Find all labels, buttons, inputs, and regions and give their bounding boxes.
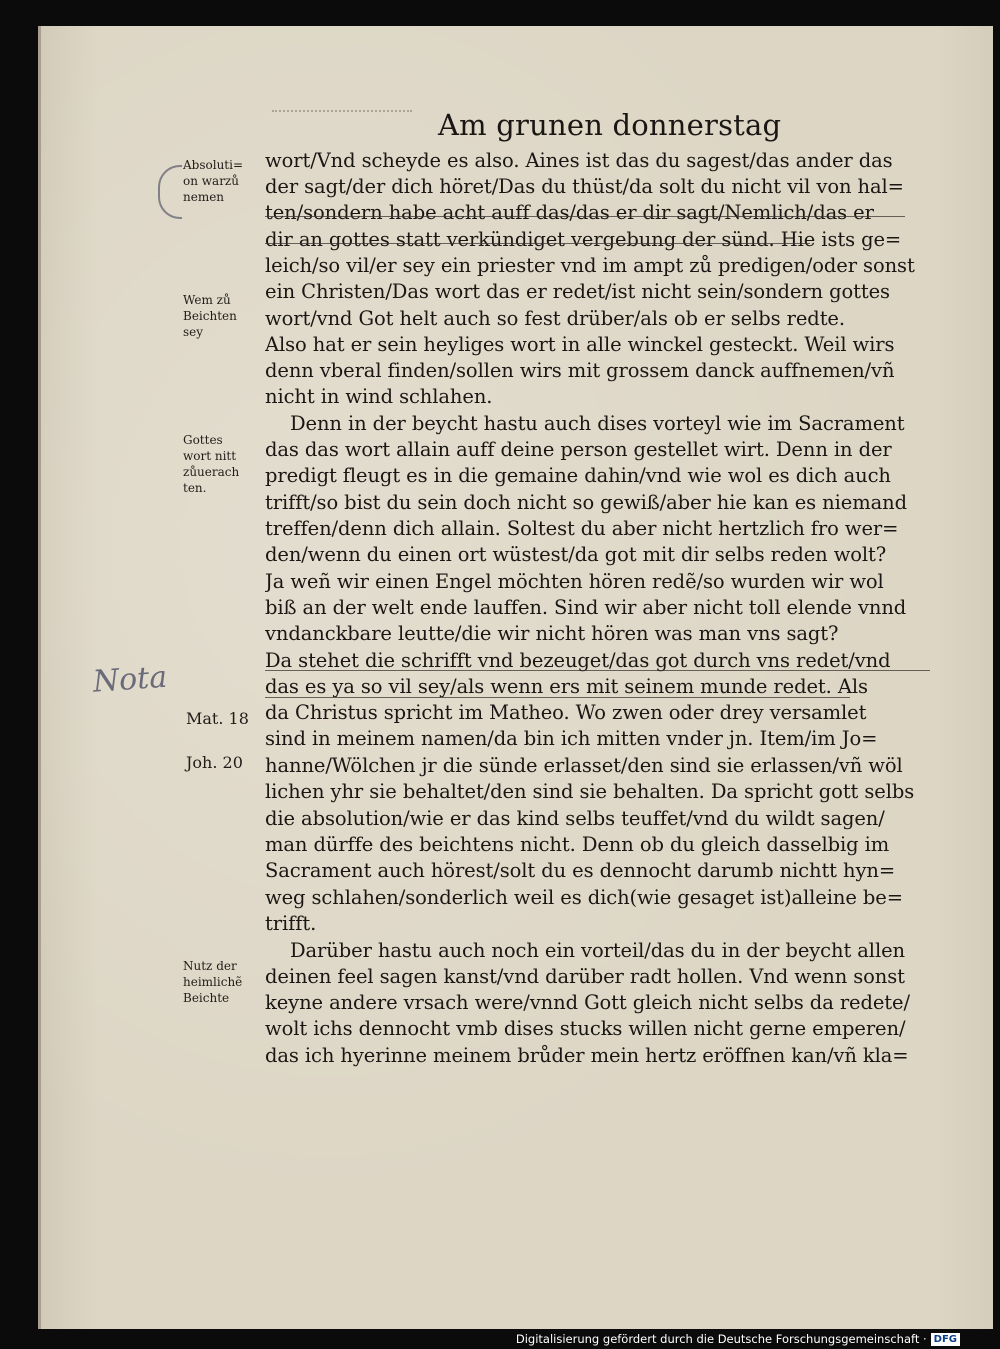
- text-line: da Christus spricht im Matheo. Wo zwen oder drey versamlet: [265, 701, 867, 724]
- text-line: wort/Vnd scheyde es also. Aines ist das du sagest/das ander das: [265, 149, 893, 172]
- text-line: denn vberal finden/sollen wirs mit grossem danck auffnemen/vñ: [265, 359, 895, 382]
- margin-gloss-line: zůuerach: [183, 465, 240, 479]
- text-line: dir an gottes statt verkündiget vergebung der sünd. Hie ists ge=: [265, 228, 902, 251]
- margin-gloss-line: wort nitt: [183, 449, 237, 463]
- margin-gloss-line: Beichte: [183, 991, 230, 1005]
- text-line: lichen yhr sie behaltet/den sind sie behalten. Da spricht gott selbs: [265, 780, 915, 803]
- text-line: Darüber hastu auch noch ein vorteil/das du in der beycht allen: [290, 939, 905, 962]
- credit-text: Digitalisierung gefördert durch die Deutsche Forschungsgemeinschaft ·: [515, 1332, 927, 1346]
- margin-gloss-line: Wem zů: [183, 293, 231, 307]
- running-header: Am grunen donnerstag: [438, 108, 782, 142]
- text-line: leich/so vil/er sey ein priester vnd im ampt zů predigen/oder sonst: [265, 254, 915, 277]
- text-line: deinen feel sagen kanst/vnd darüber radt hollen. Vnd wenn sonst: [265, 965, 905, 988]
- text-line: man dürffe des beichtens nicht. Denn ob du gleich dasselbig im: [265, 833, 890, 856]
- text-line: hanne/Wölchen jr die sünde erlasset/den sind sie erlassen/vñ wöl: [265, 754, 903, 777]
- text-line: Denn in der beycht hastu auch dises vorteyl wie im Sacrament: [290, 412, 905, 435]
- text-line: ten/sondern habe acht auff das/das er dir sagt/Nemlich/das er: [265, 201, 874, 224]
- margin-gloss-line: sey: [183, 325, 204, 339]
- text-line: trifft.: [265, 912, 317, 935]
- ink-underline: [265, 697, 850, 698]
- margin-gloss-line: Gottes: [183, 433, 223, 447]
- margin-gloss-line: on warzů: [183, 174, 239, 188]
- text-line: das das wort allain auff deine person gestellet wirt. Denn in der: [265, 438, 892, 461]
- text-line: die absolution/wie er das kind selbs teuffet/vnd du wildt sagen/: [265, 807, 885, 830]
- text-line: keyne andere vrsach were/vnnd Gott gleich nicht selbs da redete/: [265, 991, 910, 1014]
- text-line: wolt ichs dennocht vmb dises stucks willen nicht gerne emperen/: [265, 1017, 906, 1040]
- text-line: Ja weñ wir einen Engel möchten hören redẽ/so wurden wir wol: [265, 570, 884, 593]
- text-line: nicht in wind schlahen.: [265, 385, 493, 408]
- text-line: vndanckbare leutte/die wir nicht hören was man vns sagt?: [265, 622, 839, 645]
- margin-gloss-line: heimlichẽ: [183, 975, 243, 989]
- text-line: trifft/so bist du sein doch nicht so gewiß/aber hie kan es niemand: [265, 491, 907, 514]
- text-line: sind in meinem namen/da bin ich mitten vnder jn. Item/im Jo=: [265, 727, 878, 750]
- margin-gloss-line: Absoluti=: [183, 158, 244, 172]
- ink-underline: [265, 243, 810, 244]
- text-line: Da stehet die schrifft vnd bezeuget/das got durch vns redet/vnd: [265, 649, 891, 672]
- margin-gloss-line: Nutz der: [183, 959, 237, 973]
- ink-underline: [265, 216, 905, 217]
- header-ornament: [272, 110, 412, 124]
- text-line: den/wenn du einen ort wüstest/da got mit dir selbs reden wolt?: [265, 543, 887, 566]
- text-line: wort/vnd Got helt auch so fest drüber/als ob er selbs redte.: [265, 307, 845, 330]
- text-line: ein Christen/Das wort das er redet/ist nicht sein/sondern gottes: [265, 280, 890, 303]
- text-line: Also hat er sein heyliges wort in alle winckel gesteckt. Weil wirs: [265, 333, 895, 356]
- scripture-reference: Mat. 18: [186, 709, 249, 728]
- text-line: Sacrament auch hörest/solt du es dennocht darumb nichtt hyn=: [265, 859, 896, 882]
- text-line: das es ya so vil sey/als wenn ers mit seinem munde redet. Als: [265, 675, 868, 698]
- text-line: das ich hyerinne meinem brůder mein hertz eröffnen kan/vñ kla=: [265, 1044, 909, 1067]
- dfg-logo: DFG: [931, 1333, 960, 1346]
- ink-underline: [265, 670, 930, 671]
- handwritten-annotation: Nota: [91, 659, 169, 700]
- text-line: biß an der welt ende lauffen. Sind wir aber nicht toll elende vnnd: [265, 596, 907, 619]
- text-line: der sagt/der dich höret/Das du thüst/da solt du nicht vil von hal=: [265, 175, 904, 198]
- margin-gloss-line: Beichten: [183, 309, 237, 323]
- digitization-credit: [516, 1331, 960, 1347]
- scripture-reference: Joh. 20: [186, 753, 243, 772]
- text-line: weg schlahen/sonderlich weil es dich(wie gesaget ist)alleine be=: [265, 886, 903, 909]
- text-line: predigt fleugt es in die gemaine dahin/vnd wie wol es dich auch: [265, 464, 891, 487]
- margin-gloss-line: ten.: [183, 481, 207, 495]
- text-line: treffen/denn dich allain. Soltest du aber nicht hertzlich fro wer=: [265, 517, 899, 540]
- margin-gloss-line: nemen: [183, 190, 225, 204]
